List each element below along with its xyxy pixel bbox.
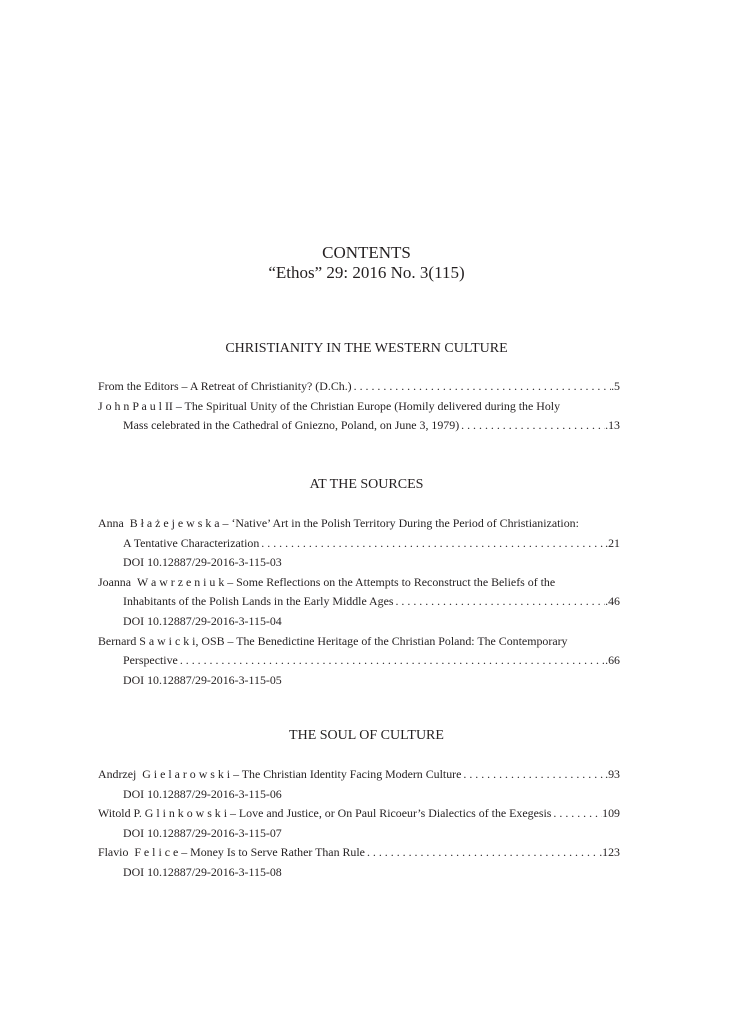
entry-title-line-2: A Tentative Characterization xyxy=(123,535,260,550)
entry-author-last: B ł a ż e j e w s k a xyxy=(129,516,220,530)
page-number: .21 xyxy=(605,535,620,550)
entry-line-2 xyxy=(98,592,620,612)
journal-issue-subtitle: “Ethos” 29: 2016 No. 3(115) xyxy=(268,263,465,282)
page-number: 109 xyxy=(602,806,620,821)
entry-author-last: S a w i c k i xyxy=(139,633,196,648)
entry-title-line-1: – ‘Native’ Art in the Polish Territory During the Period of Christianization: xyxy=(219,516,579,530)
leader-dots xyxy=(393,592,605,612)
entry-line-2 xyxy=(98,651,620,671)
page-number: .123 xyxy=(599,845,620,860)
entry-title-line-1: – The Spiritual Unity of the Christian Europe (Homily delivered during the Holy xyxy=(172,398,561,413)
entry-line-1 xyxy=(98,765,620,785)
leader-dots xyxy=(551,804,602,824)
entry-title: – Love and Justice, or On Paul Ricoeur’s Dialectics of the Exegesis xyxy=(227,806,552,821)
entry-doi[interactable]: DOI 10.12887/29-2016-3-115-05 xyxy=(123,672,282,687)
entry-line-1 xyxy=(98,632,620,652)
entry-line-2 xyxy=(98,416,620,436)
entry-line-1 xyxy=(98,804,620,824)
leader-dots xyxy=(459,416,605,436)
entry-line-1 xyxy=(98,514,620,534)
entry-doi[interactable]: DOI 10.12887/29-2016-3-115-08 xyxy=(123,864,282,879)
section-title-christianity: CHRISTIANITY IN THE WESTERN CULTURE xyxy=(225,341,508,356)
page-number: .66 xyxy=(605,653,620,668)
toc-entry-glinkowski[interactable] xyxy=(98,804,620,843)
entry-title-line-1: , OSB – The Benedictine Heritage of the Christian Poland: The Contemporary xyxy=(195,633,568,648)
entry-author-first: Andrzej xyxy=(98,767,137,781)
toc-entry-wawrzeniuk[interactable] xyxy=(98,573,620,632)
entry-title: From the Editors – A Retreat of Christianity? (D.Ch.) xyxy=(98,379,352,393)
entry-title-line-2: Mass celebrated in the Cathedral of Gniezno, Poland, on June 3, 1979) xyxy=(123,418,460,433)
entry-doi[interactable]: DOI 10.12887/29-2016-3-115-04 xyxy=(123,613,282,628)
leader-dots xyxy=(178,651,605,671)
toc-entry-john-paul[interactable] xyxy=(98,397,620,436)
toc-entry-sawicki[interactable] xyxy=(98,632,620,691)
page-number: .13 xyxy=(605,418,620,433)
page-number: .93 xyxy=(605,767,620,781)
page-number: .5 xyxy=(611,379,620,393)
entry-doi[interactable]: DOI 10.12887/29-2016-3-115-07 xyxy=(123,825,282,840)
entry-author-first: Flavio xyxy=(98,845,129,860)
entry-author-first: Joanna xyxy=(98,574,132,589)
entry-title-line-2: Inhabitants of the Polish Lands in the Early Middle Ages xyxy=(123,594,394,609)
entry-doi[interactable]: DOI 10.12887/29-2016-3-115-06 xyxy=(123,786,282,801)
section-entries-christianity xyxy=(98,377,620,436)
entry-title: – The Christian Identity Facing Modern Culture xyxy=(230,767,462,781)
entry-doi[interactable]: DOI 10.12887/29-2016-3-115-03 xyxy=(123,555,282,570)
toc-entry-gielarowski[interactable] xyxy=(98,765,620,804)
entry-author-last: G l i n k o w s k i xyxy=(144,806,228,821)
section-entries-soul-of-culture xyxy=(98,765,620,883)
toc-entry-editors[interactable] xyxy=(98,377,620,397)
entry-author-first: Bernard xyxy=(98,633,137,648)
entry-title-line-2: Perspective xyxy=(123,653,178,668)
entry-line-1 xyxy=(98,843,620,863)
entry-author-last: W a w r z e n i u k xyxy=(136,574,225,589)
entry-title: – Money Is to Serve Rather Than Rule xyxy=(178,845,365,860)
leader-dots xyxy=(365,843,599,863)
entry-line-1 xyxy=(98,397,620,417)
entry-author-first: Anna xyxy=(98,516,124,530)
leader-dots xyxy=(259,534,605,554)
entry-author-first: Witold P. xyxy=(98,806,142,821)
toc-entry-blazejewska[interactable] xyxy=(98,514,620,573)
entry-author: J o h n P a u l II xyxy=(98,398,173,413)
entry-title-line-1: – Some Reflections on the Attempts to Reconstruct the Beliefs of the xyxy=(224,574,556,589)
entry-heading xyxy=(98,843,365,863)
leader-dots xyxy=(461,765,605,785)
toc-entry-felice[interactable] xyxy=(98,843,620,882)
page-number: .46 xyxy=(605,594,620,609)
leader-dots xyxy=(352,377,611,397)
section-title-soul-of-culture: THE SOUL OF CULTURE xyxy=(289,728,444,743)
page-title: CONTENTS xyxy=(322,243,411,262)
entry-author-last: F e l i c e xyxy=(134,845,179,860)
entry-line-1 xyxy=(98,573,620,593)
section-entries-sources xyxy=(98,514,620,690)
section-title-sources: AT THE SOURCES xyxy=(309,477,424,492)
entry-author-last: G i e l a r o w s k i xyxy=(142,767,231,781)
entry-heading xyxy=(98,765,461,785)
entry-line-2 xyxy=(98,534,620,554)
entry-heading xyxy=(98,804,551,824)
